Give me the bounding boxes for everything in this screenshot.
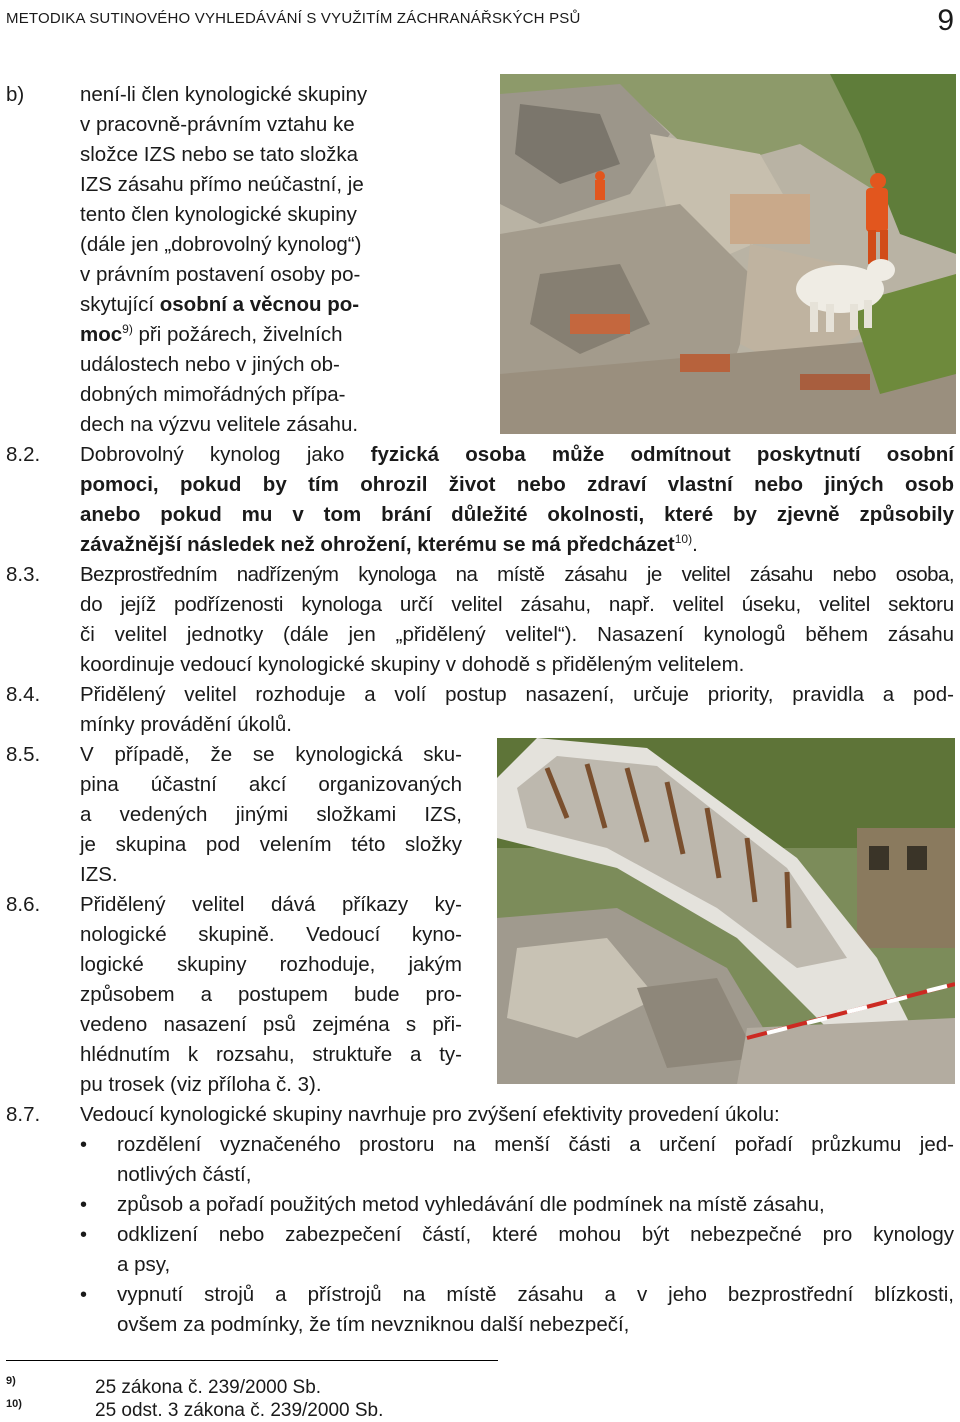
item-b-line: složce IZS nebo se tato složka: [80, 143, 359, 166]
item-b-line: není-li člen kynologické skupiny: [80, 83, 368, 106]
list-item: [117, 1220, 954, 1280]
footnote-text: 25 zákona č. 239/2000 Sb.: [95, 1377, 322, 1398]
page-header: [6, 4, 956, 37]
section-8-7-number: 8.7.: [6, 1103, 41, 1126]
section-8-6-line: nologické skupině. Vedoucí kyno-: [80, 923, 462, 946]
section-8-5-line: a vedených jinými složkami IZS,: [80, 803, 462, 826]
item-b-label: b): [6, 83, 25, 106]
item-b-line: dech na výzvu velitele zásahu.: [80, 413, 359, 436]
footnote-ref-10: 10): [674, 532, 693, 546]
section-8-3-line: do jejíž podřízenosti kynologa určí velitel zásahu, např. velitel úseku, velitel sektoru: [80, 593, 954, 616]
section-8-2-line: [80, 500, 954, 530]
section-8-6-line: hlédnutím k rozsahu, struktuře a ty-: [80, 1043, 462, 1066]
section-8-2-bold-run: fyzická osoba může odmítnout poskytnutí osobní: [370, 443, 954, 466]
footnote-mark: 9): [6, 1375, 16, 1387]
item-b-line: IZS zásahu přímo neúčastní, je: [80, 173, 364, 196]
list-item-line: odklizení nebo zabezpečení částí, které mohou být nebezpečné pro kynology: [117, 1223, 954, 1246]
section-8-2-bold-run: pomoci, pokud by tím ohrozil život nebo zdraví vlastní nebo jiných osob: [80, 473, 954, 496]
item-b-line: v pracovně-právním vztahu ke: [80, 113, 355, 136]
footnote-mark: 10): [6, 1398, 22, 1410]
section-8-6-line: pu trosek (viz příloha č. 3).: [80, 1073, 322, 1096]
list-item: [117, 1130, 954, 1190]
item-b-line: (dále jen „dobrovolný kynolog“): [80, 233, 362, 256]
section-8-2-run: .: [692, 533, 698, 556]
page-number: 9: [937, 4, 954, 37]
section-8-6-number: 8.6.: [6, 893, 41, 916]
section-8-4-number: 8.4.: [6, 683, 41, 706]
bullet-icon: •: [80, 1224, 88, 1246]
item-b-text: [80, 80, 464, 440]
section-8-3-text: [80, 560, 954, 680]
section-8-4-line: mínky provádění úkolů.: [80, 713, 292, 736]
item-b-bold-run: osobní a věcnou po-: [159, 293, 360, 316]
section-8-5-line: pina účastní akcí organizovaných: [80, 773, 462, 796]
item-b-text-run: skytující: [80, 293, 155, 316]
section-8-3-line: Bezprostředním nadřízeným kynologa na místě zásahu je velitel zásahu nebo osoba,: [80, 563, 954, 586]
item-b-line: událostech nebo v jiných ob-: [80, 353, 340, 376]
section-8-3-line: či velitel jednotky (dále jen „přidělený velitel“). Nasazení kynologů během zásahu: [80, 623, 954, 646]
item-b-line: [80, 290, 464, 320]
section-8-2-line: [80, 470, 954, 500]
list-item-line: vypnutí strojů a přístrojů na místě zásahu a v jeho bezprostřední blízkosti,: [117, 1283, 954, 1306]
list-item-line: ovšem za podmínky, že tím nevzniknou další nebezpečí,: [117, 1313, 630, 1336]
list-item-line: notlivých částí,: [117, 1163, 252, 1186]
section-8-3-number: 8.3.: [6, 563, 41, 586]
item-b-line: [80, 320, 464, 350]
section-8-5-line: IZS.: [80, 863, 118, 886]
section-8-2-bold-run: závažnější následek než ohrožení, kterému se má předcházet: [80, 533, 675, 556]
section-8-6-line: vedeno nasazení psů zejména s při-: [80, 1013, 462, 1036]
section-8-5-number: 8.5.: [6, 743, 41, 766]
list-item-line: a psy,: [117, 1253, 171, 1276]
section-8-2-line: [80, 530, 954, 560]
list-item-line: způsob a pořadí použitých metod vyhledávání dle podmínek na místě zásahu,: [117, 1193, 825, 1216]
section-8-2-text: [80, 440, 954, 560]
section-8-6-line: Přidělený velitel dává příkazy ky-: [80, 893, 462, 916]
section-8-4-line: Přidělený velitel rozhoduje a volí postup nasazení, určuje priority, pravidla a pod-: [80, 683, 954, 706]
footnote-divider: [6, 1360, 498, 1361]
section-8-3-line: koordinuje vedoucí kynologické skupiny v dohodě s přiděleným velitelem.: [80, 653, 745, 676]
bullet-icon: •: [80, 1134, 88, 1156]
section-8-6-text: [80, 890, 462, 1100]
section-8-2-line: [80, 440, 954, 470]
item-b-line: tento člen kynologické skupiny: [80, 203, 357, 226]
photo-rubble-search-dog: [500, 74, 956, 434]
list-item: [117, 1190, 954, 1220]
section-8-2-number: 8.2.: [6, 443, 41, 466]
section-8-6-line: logické skupiny rozhoduje, jakým: [80, 953, 462, 976]
list-item-line: rozdělení vyznačeného prostoru na menší části a určení pořadí průzkumu jed-: [117, 1133, 954, 1156]
footnote-ref-9: 9): [122, 322, 133, 336]
footnote-text: 25 odst. 3 zákona č. 239/2000 Sb.: [95, 1400, 384, 1421]
section-8-5-line: V případě, že se kynologická sku-: [80, 743, 462, 766]
section-8-7-line: Vedoucí kynologické skupiny navrhuje pro zvýšení efektivity provedení úkolu:: [80, 1103, 780, 1126]
section-8-2-bold-run: anebo pokud mu v tom brání důležité okolnosti, které by zjevně způsobily: [80, 503, 954, 526]
section-8-5-line: je skupina pod velením této složky: [80, 833, 462, 856]
section-8-5-text: [80, 740, 462, 890]
bullet-icon: •: [80, 1194, 88, 1216]
list-item: [117, 1280, 954, 1340]
item-b-bold-run: moc: [80, 323, 123, 346]
section-8-4-text: [80, 680, 954, 740]
running-title: METODIKA SUTINOVÉHO VYHLEDÁVÁNÍ S VYUŽITÍM ZÁCHRANÁŘSKÝCH PSŮ: [6, 10, 581, 27]
item-b-line: dobných mimořádných přípa-: [80, 383, 346, 406]
item-b-text-run: při požárech, živelních: [138, 323, 343, 346]
bullet-icon: •: [80, 1284, 88, 1306]
section-8-6-line: způsobem a postupem bude pro-: [80, 983, 462, 1006]
item-b-line: v právním postavení osoby po-: [80, 263, 361, 286]
section-8-7-intro: [80, 1100, 954, 1130]
photo-collapsed-building: [497, 738, 955, 1084]
section-8-2-run: Dobrovolný kynolog jako: [80, 443, 345, 466]
